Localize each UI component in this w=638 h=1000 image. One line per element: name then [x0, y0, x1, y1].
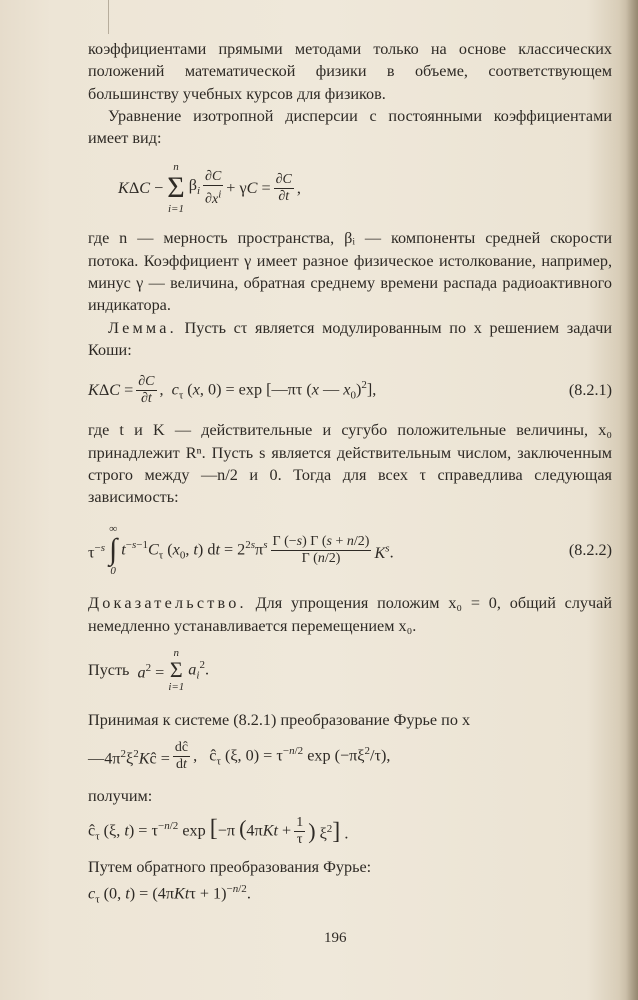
let-prefix: Пусть	[88, 660, 130, 679]
page-number: 196	[324, 930, 347, 946]
equation-dispersion: KΔC − n Σ i=1 $\beta_i$ $\frac{\partial C}{\partial x^i}$ + γC = $\frac{\partial C}{\partial t}$ ,	[118, 161, 301, 216]
equation-8-2-2: $\tau^{-s}$ ∞ ∫ 0 $t^{-s-1}C_\tau$ ($x_0$, t) dt = $2^{2s}\pi^s$ $\frac{\Gamma (-s) \Gamma (s + n/2)}{\Gamma (n/2)}$ $K^s$. (8.2.2)	[88, 523, 612, 578]
paragraph-conditions: где t и K — действительные и сугубо положительные величины, x₀ принадлежит Rⁿ. Пусть s является действительным числом, заключенным строго между —n/2 и 0. Тогда для всех τ справедлива следующая зависимость:	[88, 421, 612, 507]
paragraph-definitions: где n — мерность пространства, βᵢ — компоненты средней скорости потока. Коэффициент γ имеет разное физическое истолкование, например, минус γ — величина, обратная среднему времени распада радиоактивного индикатора.	[88, 229, 612, 315]
book-page	[88, 38, 612, 912]
equation-inverse: $c_\tau$ (0, $t) = (4\pi Kt\tau + 1)^{-n/2}$.	[88, 883, 251, 907]
lemma-text: Пусть cτ является модулированным по x решением задачи Коши:	[88, 318, 613, 359]
equation-8-2-1: KΔC = $\frac{\partial C}{\partial t}$ , $c_\tau$ (x, 0) = exp [—πτ (x — $x_0)^2$], (8.2.1)	[88, 373, 612, 406]
paragraph-intro: коэффициентами прямыми методами только на основе классических положений математической физики в объеме, соответствующем большинству учебных курсов для физиков.	[88, 40, 612, 103]
page-crease	[108, 0, 109, 34]
paragraph-equation-intro: Уравнение изотропной дисперсии с постоянными коэффициентами имеет вид:	[88, 106, 612, 148]
paragraph-proof	[88, 592, 612, 637]
equation-number: (8.2.2)	[568, 541, 612, 560]
lemma-label: Лемма.	[108, 318, 177, 337]
page-edge-shadow	[626, 0, 638, 1000]
proof-text: Для упрощения положим x₀ = 0, общий случай немедленно устанавливается перемещением x₀.	[88, 594, 613, 635]
paragraph-obtain: получим:	[88, 787, 153, 806]
equation-number: (8.2.1)	[568, 381, 612, 400]
proof-label: Доказательство.	[88, 594, 247, 613]
paragraph-lemma	[88, 317, 612, 362]
equation-result: $ĉ_\tau$ (ξ, $t) = \tau^{-n/2}$ exp [−π (4πKt + $\frac{1}{\tau}$ ) $\xi^2$] .	[88, 815, 349, 848]
paragraph-fourier: Принимая к системе (8.2.1) преобразование Фурье по x	[88, 711, 471, 730]
equation-fourier: $—4\pi^2\xi^2Kĉ$ = $\frac{dĉ}{dt}$ , $ĉ_\tau$ (ξ, $0) = \tau^{-n/2}$ $\exp (-\pi\xi^2/\tau)$,	[88, 739, 391, 772]
paragraph-inverse: Путем обратного преобразования Фурье:	[88, 857, 372, 876]
equation-a-squared: Пусть $a^2$ = n Σ i=1 $a_i^2$.	[88, 647, 209, 694]
